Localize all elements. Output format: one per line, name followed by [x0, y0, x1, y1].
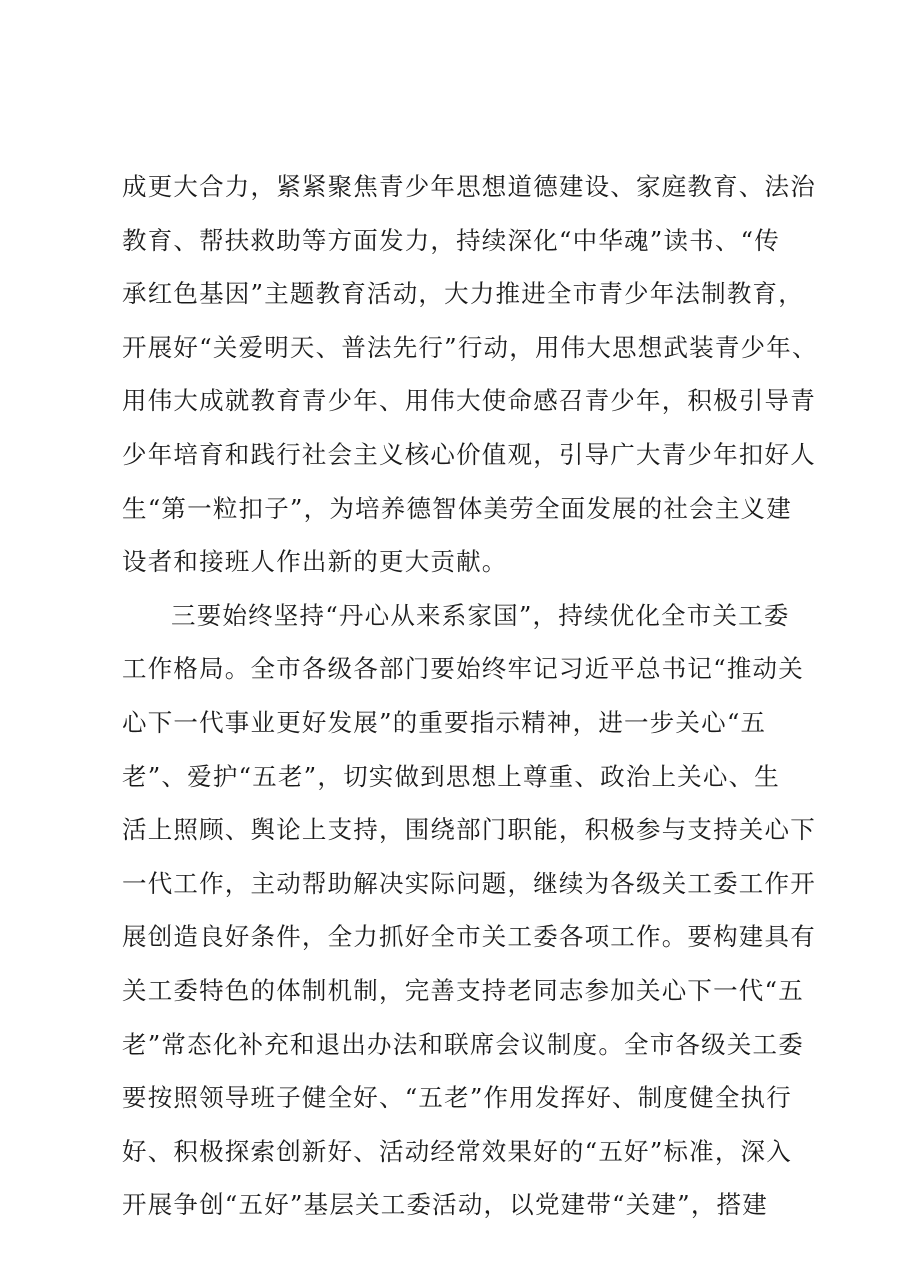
- text-line: 好、积极探索创新好、活动经常效果好的“五好”标准，深入: [122, 1136, 792, 1166]
- text-line: 用伟大成就教育青少年、用伟大使命感召青少年，积极引导青: [122, 386, 816, 416]
- text-line: 开展争创“五好”基层关工委活动，以党建带“关建”，搭建: [122, 1190, 768, 1220]
- paragraph-1: [122, 160, 822, 589]
- text-line: 老”常态化补充和退出办法和联席会议制度。全市各级关工委: [122, 1029, 804, 1059]
- text-line: 承红色基因”主题教育活动，大力推进全市青少年法制教育，: [122, 279, 804, 309]
- text-line: 活上照顾、舆论上支持，围绕部门职能，积极参与支持关心下: [122, 815, 816, 845]
- text-line: 关工委特色的体制机制，完善支持老同志参加关心下一代“五: [122, 975, 804, 1005]
- text-line: 成更大合力，紧紧聚焦青少年思想道德建设、家庭教育、法治: [122, 172, 816, 201]
- text-line: 展创造良好条件，全力抓好全市关工委各项工作。要构建具有: [122, 922, 816, 952]
- paragraph-2: [122, 589, 822, 1232]
- text-line: 开展好“关爱明天、普法先行”行动，用伟大思想武装青少年、: [122, 332, 818, 362]
- text-line: 生“第一粒扣子”，为培养德智体美劳全面发展的社会主义建: [122, 493, 792, 523]
- text-line: 要按照领导班子健全好、“五老”作用发挥好、制度健全执行: [122, 1083, 792, 1113]
- text-line: 一代工作，主动帮助解决实际问题，继续为各级关工委工作开: [122, 868, 816, 898]
- text-line: 三要始终坚持“丹心从来系家国”，持续优化全市关工委: [171, 600, 790, 630]
- text-line: 教育、帮扶救助等方面发力，持续深化“中华魂”读书、“传: [122, 225, 780, 255]
- text-line: 老”、爱护“五老”，切实做到思想上尊重、政治上关心、生: [122, 761, 780, 791]
- document-body: [122, 160, 822, 1232]
- text-line: 少年培育和践行社会主义核心价值观，引导广大青少年扣好人: [122, 439, 816, 469]
- text-line: 心下一代事业更好发展”的重要指示精神，进一步关心“五: [122, 707, 767, 737]
- text-line: 工作格局。全市各级各部门要始终牢记习近平总书记“推动关: [122, 654, 804, 684]
- text-line: 设者和接班人作出新的更大贡献。: [122, 547, 508, 577]
